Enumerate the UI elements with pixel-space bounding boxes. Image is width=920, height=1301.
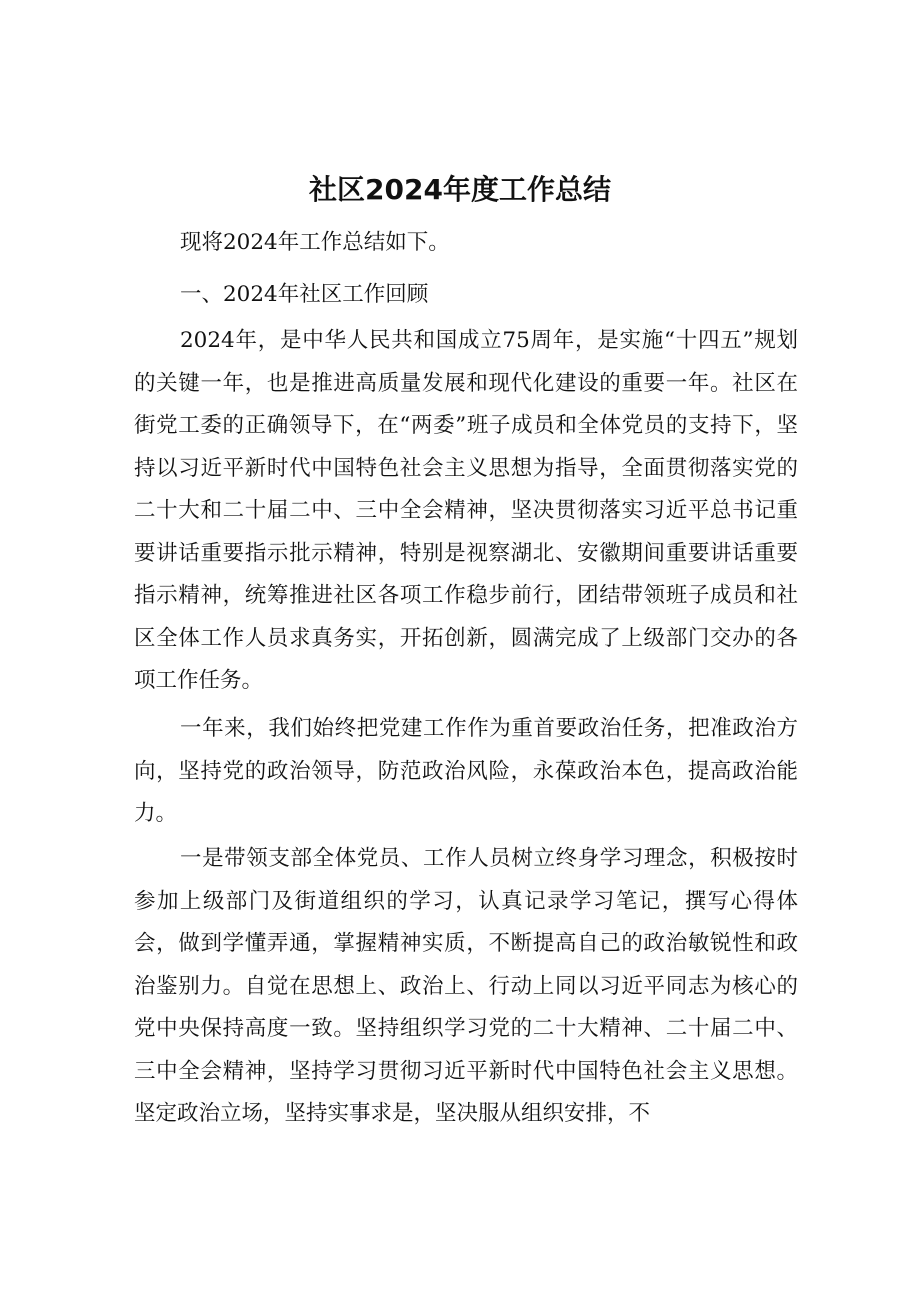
intro-paragraph: 现将2024年工作总结如下。 bbox=[180, 230, 450, 255]
body-paragraph: 一年来，我们始终把党建工作作为重首要政治任务，把准政治方向，坚持党的政治领导，防范政治风险，永葆政治本色，提高政治能力。 bbox=[134, 716, 798, 826]
document-title: 社区2024年度工作总结 bbox=[309, 173, 611, 206]
body-paragraph: 一是带领支部全体党员、工作人员树立终身学习理念，积极按时参加上级部门及街道组织的学习，认真记录学习笔记，撰写心得体会，做到学懂弄通，掌握精神实质，不断提高自己的政治敏锐性和政治鉴别力。自觉在思想上、政治上、行动上同以习近平同志为核心的党中央保持高度一致。坚持组织学习党的二十大精神、二十届二中、三中全会精神，坚持学习贯彻习近平新时代中国特色社会主义思想。坚定政治立场，坚持实事求是，坚决服从组织安排，不 bbox=[134, 846, 798, 1126]
section-heading: 一、2024年社区工作回顾 bbox=[180, 282, 429, 307]
body-paragraph: 2024年，是中华人民共和国成立75周年，是实施“十四五”规划的关键一年，也是推进高质量发展和现代化建设的重要一年。社区在街党工委的正确领导下，在“两委”班子成员和全体党员的支持下，坚持以习近平新时代中国特色社会主义思想为指导，全面贯彻落实党的二十大和二十届二中、三中全会精神，坚决贯彻落实习近平总书记重要讲话重要指示批示精神，特别是视察湖北、安徽期间重要讲话重要指示精神，统筹推进社区各项工作稳步前行，团结带领班子成员和社区全体工作人员求真务实，开拓创新，圆满完成了上级部门交办的各项工作任务。 bbox=[134, 328, 798, 693]
